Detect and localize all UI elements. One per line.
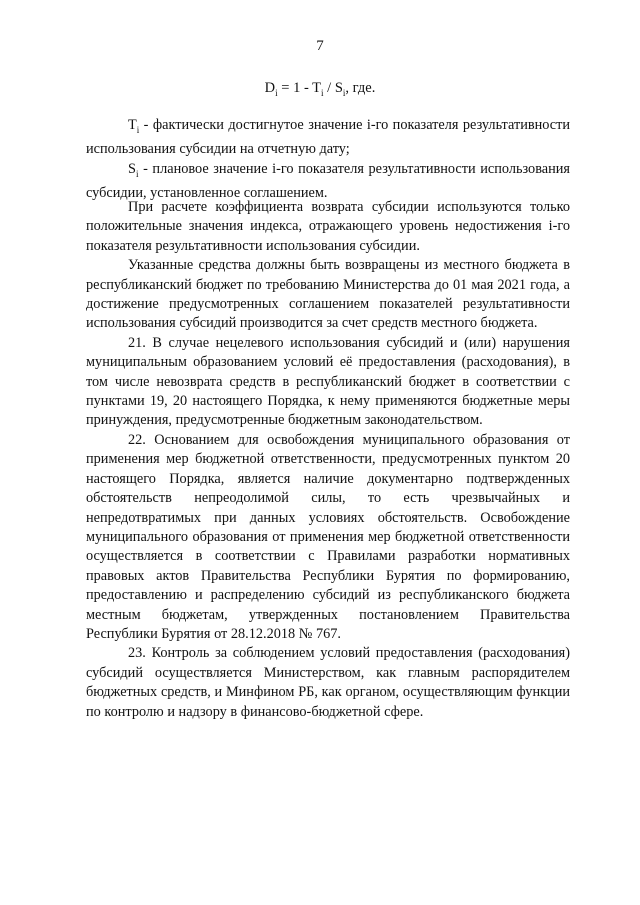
definition-s-subscript: i: [135, 168, 139, 179]
formula-t-subscript: i: [321, 87, 324, 98]
paragraph-22: 22. Основанием для освобождения муниципального образования от применения мер бюджетной ответственности, предусмотренных пунктом 20 настоящего Порядка, является наличие документарно подтвержденных обстоятельств непреодолимой силы, то есть чрезвычайных и непредотвратимых при данных условиях обстоятельств. Освобождение муниципального образования от применения мер бюджетной ответственности осуществляется в соответствии с Правилами разработки нормативных правовых актов Правительства Республики Бурятия по формированию, предоставлению и распределению субсидий из республиканского бюджета местным бюджетам, утвержденных постановлением Правительства Республики Бурятия от 28.12.2018 № 767.: [86, 431, 570, 642]
definition-s-symbol: S: [128, 160, 136, 177]
definition-s-text: - плановое значение i-го показателя результативности использования субсидии, установленное соглашением.: [86, 160, 570, 201]
formula-divide: / S: [323, 80, 343, 96]
formula-s-subscript: i: [342, 87, 346, 98]
paragraph-refund-deadline: Указанные средства должны быть возвращены из местного бюджета в республиканский бюджет по требованию Министерства до 01 мая 2021 года, а достижение предусмотренных соглашением показателей результативности использования субсидий производится за счет средств местного бюджета.: [86, 257, 570, 332]
paragraph-23: 23. Контроль за соблюдением условий предоставления (расходования) субсидий осуществляется Министерством, как главным распорядителем бюджетных средств, и Минфином РБ, как органом, осуществляющим функции по контролю и надзору в финансово-бюджетной сфере.: [86, 645, 570, 720]
formula-tail: , где.: [345, 80, 376, 96]
page-number: 7: [316, 38, 324, 54]
definition-t-subscript: i: [136, 124, 140, 135]
coefficient-formula: [0, 80, 640, 98]
definition-t-text: - фактически достигнутое значение i-го показателя результативности использования субсидии на отчетную дату;: [86, 117, 570, 158]
formula-equals: = 1 - T: [277, 80, 322, 96]
definition-t-symbol: T: [128, 117, 137, 133]
formula-d: D: [264, 80, 276, 96]
formula-d-subscript: i: [275, 87, 278, 98]
paragraph-21: 21. В случае нецелевого использования субсидий и (или) нарушения муниципальным образованием условий её предоставления (расходования), в том числе невозврата средств в республиканский бюджет в соответствии с пунктами 19, 20 настоящего Порядка, к нему применяются бюджетные меры принуждения, предусмотренные бюджетным законодательством.: [86, 334, 570, 429]
definition-t: [86, 116, 570, 160]
formula-definitions: [86, 116, 570, 203]
paragraph-positive-values: При расчете коэффициента возврата субсидии используются только положительные значения индекса, отражающего уровень недостижения i-го показателя результативности использования субсидии.: [86, 199, 570, 254]
definition-s: [86, 160, 570, 204]
document-body: [86, 198, 570, 722]
